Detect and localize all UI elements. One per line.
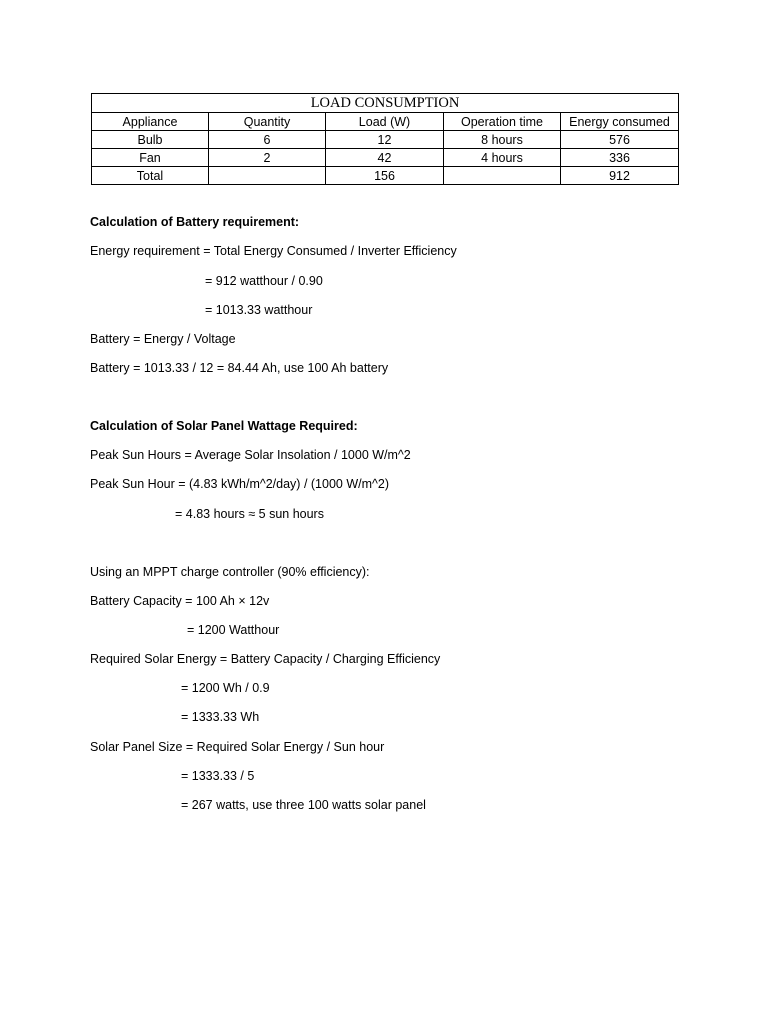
column-header: Energy consumed: [561, 113, 679, 131]
table-total-row: [92, 167, 679, 185]
solar-line: Peak Sun Hour = (4.83 kWh/m^2/day) / (1000 W/m^2): [90, 477, 389, 491]
solar-line: = 1200 Watthour: [187, 623, 280, 637]
table-cell: 6: [209, 131, 326, 149]
solar-heading: Calculation of Solar Panel Wattage Required:: [90, 419, 358, 433]
solar-line: = 267 watts, use three 100 watts solar panel: [181, 798, 426, 812]
battery-line: = 1013.33 watthour: [205, 303, 313, 317]
solar-line: = 4.83 hours ≈ 5 sun hours: [175, 507, 324, 521]
table-cell: 4 hours: [444, 149, 561, 167]
column-header: Load (W): [326, 113, 444, 131]
table-header-row: [92, 113, 679, 131]
solar-line: Battery Capacity = 100 Ah × 12v: [90, 594, 270, 608]
column-header: Operation time: [444, 113, 561, 131]
solar-line: Required Solar Energy = Battery Capacity / Charging Efficiency: [90, 652, 441, 666]
table-cell: [444, 167, 561, 185]
table-title: LOAD CONSUMPTION: [92, 94, 679, 113]
table-cell: 12: [326, 131, 444, 149]
table-row: [92, 149, 679, 167]
battery-line: Battery = Energy / Voltage: [90, 332, 236, 346]
table-cell: 156: [326, 167, 444, 185]
battery-heading: Calculation of Battery requirement:: [90, 215, 300, 229]
solar-line: = 1333.33 / 5: [181, 769, 255, 783]
table-cell: Total: [92, 167, 209, 185]
column-header: Appliance: [92, 113, 209, 131]
solar-line: Solar Panel Size = Required Solar Energy / Sun hour: [90, 740, 385, 754]
solar-line: Using an MPPT charge controller (90% efficiency):: [90, 565, 370, 579]
solar-line: Peak Sun Hours = Average Solar Insolation / 1000 W/m^2: [90, 448, 411, 462]
table-cell: Fan: [92, 149, 209, 167]
table-cell: 8 hours: [444, 131, 561, 149]
table-cell: 2: [209, 149, 326, 167]
solar-line: = 1200 Wh / 0.9: [181, 681, 270, 695]
battery-line: Battery = 1013.33 / 12 = 84.44 Ah, use 100 Ah battery: [90, 361, 389, 375]
table-cell: 336: [561, 149, 679, 167]
table-cell: Bulb: [92, 131, 209, 149]
table-cell: [209, 167, 326, 185]
table-row: [92, 131, 679, 149]
solar-line: = 1333.33 Wh: [181, 710, 260, 724]
column-header: Quantity: [209, 113, 326, 131]
table-title-row: [92, 94, 679, 113]
battery-line: Energy requirement = Total Energy Consumed / Inverter Efficiency: [90, 244, 457, 258]
battery-line: = 912 watthour / 0.90: [205, 274, 323, 288]
table-cell: 42: [326, 149, 444, 167]
table-cell: 576: [561, 131, 679, 149]
table-cell: 912: [561, 167, 679, 185]
load-consumption-table: [91, 93, 679, 185]
